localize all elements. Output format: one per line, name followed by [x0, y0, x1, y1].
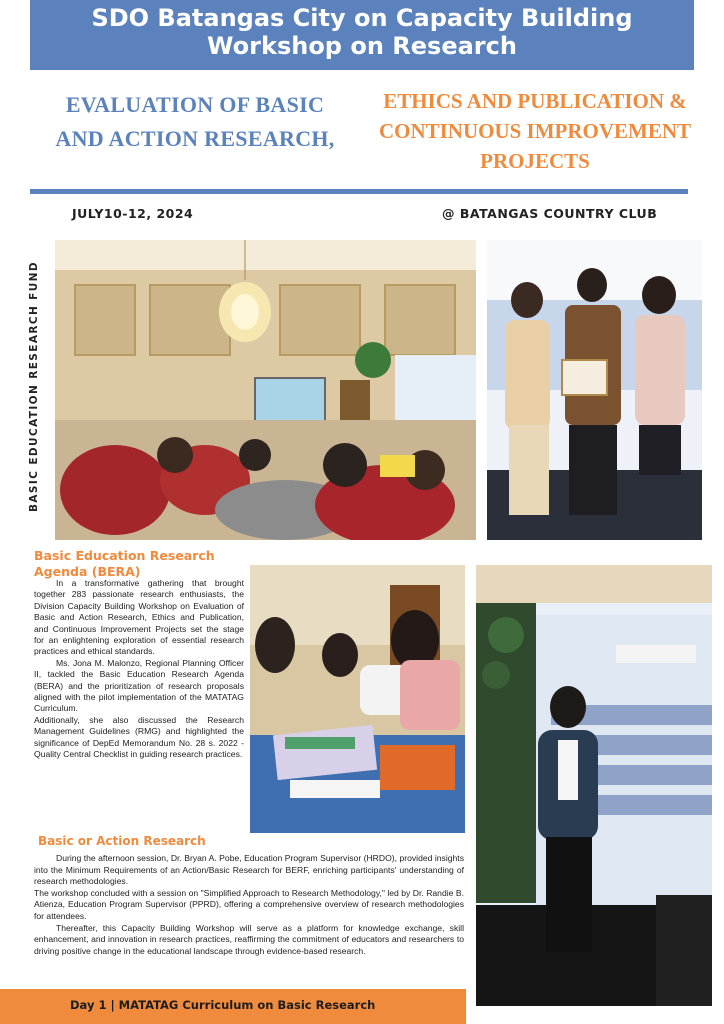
section1-body: [34, 578, 244, 761]
event-venue: @ BATANGAS COUNTRY CLUB: [442, 206, 658, 221]
section1-paragraph: In a transformative gathering that brought together 283 passionate research enthusiasts, the Division Capacity Building Workshop on Evaluation of Basic and Action Research, Ethics and Publication, and Continuous Improvement Projects set the stage for an enlightening exploration of essential research practices and ethical standards.: [34, 578, 244, 657]
event-date: JULY10-12, 2024: [72, 206, 194, 221]
title-line-1: SDO Batangas City on Capacity Building: [91, 4, 633, 32]
subtitle-left: [30, 88, 360, 156]
subtitle-right-line-3: PROJECTS: [480, 149, 590, 173]
title-line-2: Workshop on Research: [207, 32, 517, 60]
ballroom-workshop-photo: [55, 240, 476, 540]
divider-rule: [30, 189, 688, 194]
subtitle-left-line-1: EVALUATION OF BASIC: [65, 92, 325, 117]
title-banner: [30, 0, 694, 70]
certificate-awarding-photo: [487, 240, 702, 540]
side-label: BASIC EDUCATION RESEARCH FUND: [28, 261, 40, 512]
section2-heading: Basic or Action Research: [38, 834, 206, 848]
section1-paragraph: Additionally, she also discussed the Research Management Guidelines (RMG) and highlighted the significance of DepEd Memorandum No. 28 s. 2022 - Quality Central Checklist in guiding research practices.: [34, 714, 244, 760]
subtitle-right-line-2: CONTINUOUS IMPROVEMENT: [378, 119, 692, 143]
speaker-on-stage-photo: [476, 565, 712, 1006]
section1-paragraph: Ms. Jona M. Malonzo, Regional Planning Officer II, tackled the Basic Education Research Agenda (BERA) and the prioritization of research proposals aligned with the pilot implementation of the MATATAG Curriculum.: [34, 657, 244, 714]
subtitle-right: [370, 86, 700, 176]
footer-bar: [0, 989, 466, 1024]
section2-paragraph: The workshop concluded with a session on "Simplified Approach to Research Methodology," led by Dr. Randie B. Atienza, Education Program Supervisor (PPRD), offering a comprehensive overview of research methodologies for attendees.: [34, 887, 464, 921]
section1-heading: Basic Education Research Agenda (BERA): [34, 548, 215, 579]
participants-working-photo: [250, 565, 465, 833]
section2-paragraph: Thereafter, this Capacity Building Workshop will serve as a platform for knowledge exchange, skill enhancement, and innovation in research practices, reaffirming the commitment of educators and researchers to driving positive change in the educational landscape through evidence-based research.: [34, 922, 464, 956]
section2-paragraph: During the afternoon session, Dr. Bryan A. Pobe, Education Program Supervisor (HRDO), provided insights into the Minimum Requirements of an Action/Basic Research for BERF, enriching participants' understanding of research methodologies.: [34, 853, 464, 887]
subtitle-right-line-1: ETHICS AND PUBLICATION &: [383, 89, 687, 113]
section2-body: [34, 853, 464, 957]
subtitle-left-line-2: AND ACTION RESEARCH,: [55, 126, 335, 151]
footer-label: Day 1 | MATATAG Curriculum on Basic Research: [70, 998, 376, 1012]
